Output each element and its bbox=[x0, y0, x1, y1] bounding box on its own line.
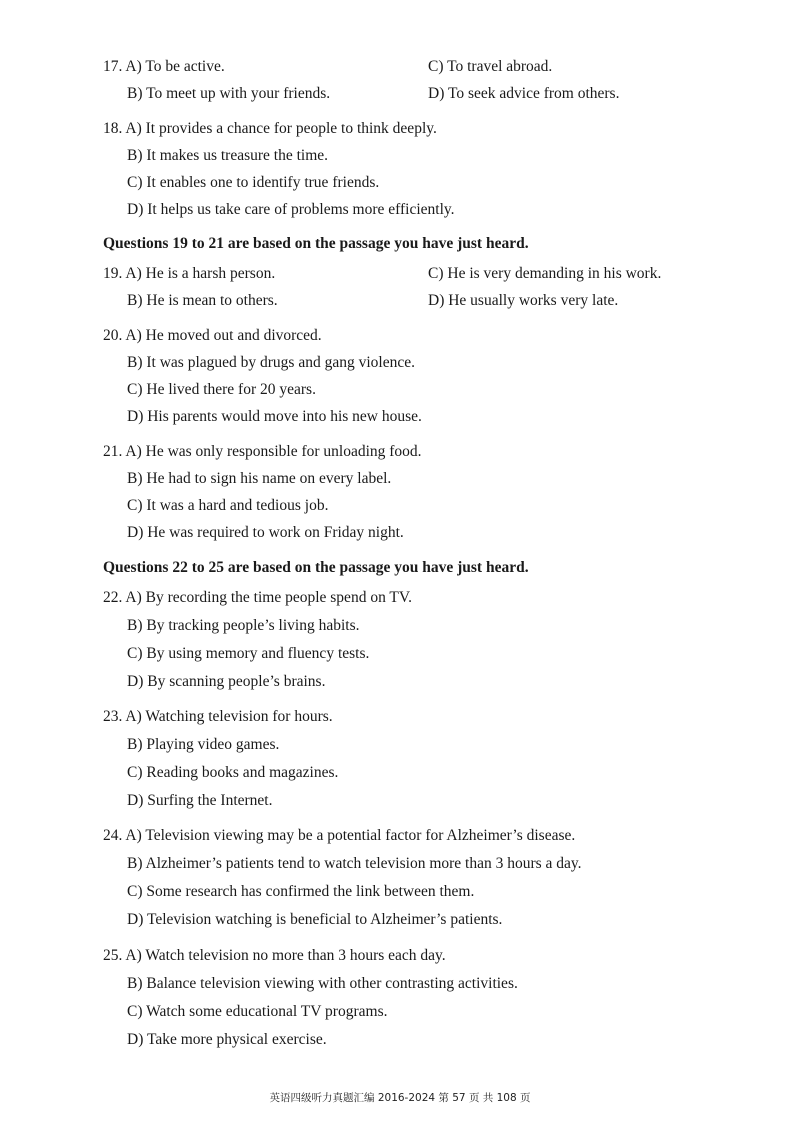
q21-option-c: C) It was a hard and tedious job. bbox=[127, 497, 329, 514]
q22-option-d: D) By scanning people’s brains. bbox=[127, 673, 326, 690]
page-footer: 英语四级听力真题汇编 2016-2024 第 57 页 共 108 页 bbox=[269, 1092, 531, 1104]
q18-option-d: D) It helps us take care of problems more efficiently. bbox=[127, 201, 455, 218]
q19-option-b: B) He is mean to others. bbox=[127, 292, 278, 309]
q24-option-d: D) Television watching is beneficial to Alzheimer’s patients. bbox=[127, 911, 503, 928]
q25-option-b: B) Balance television viewing with other contrasting activities. bbox=[127, 975, 518, 992]
q21-option-a: 21. A) He was only responsible for unloading food. bbox=[103, 443, 422, 460]
section-heading-22-25: Questions 22 to 25 are based on the passage you have just heard. bbox=[103, 559, 529, 576]
q23-option-b: B) Playing video games. bbox=[127, 736, 280, 753]
q19-option-d: D) He usually works very late. bbox=[428, 292, 619, 309]
q17-option-d: D) To seek advice from others. bbox=[428, 85, 620, 102]
q24-option-a: 24. A) Television viewing may be a potential factor for Alzheimer’s disease. bbox=[103, 827, 576, 844]
q17-option-a: 17. A) To be active. bbox=[103, 58, 225, 75]
q24-option-b: B) Alzheimer’s patients tend to watch television more than 3 hours a day. bbox=[127, 855, 582, 872]
q17-option-c: C) To travel abroad. bbox=[428, 58, 553, 75]
section-heading-19-21: Questions 19 to 21 are based on the passage you have just heard. bbox=[103, 235, 529, 252]
q22-option-b: B) By tracking people’s living habits. bbox=[127, 617, 360, 634]
q19-option-c: C) He is very demanding in his work. bbox=[428, 265, 662, 282]
q22-option-c: C) By using memory and fluency tests. bbox=[127, 645, 370, 662]
q21-option-b: B) He had to sign his name on every label. bbox=[127, 470, 392, 487]
q20-option-c: C) He lived there for 20 years. bbox=[127, 381, 316, 398]
q23-option-a: 23. A) Watching television for hours. bbox=[103, 708, 333, 725]
q20-option-a: 20. A) He moved out and divorced. bbox=[103, 327, 322, 344]
q22-option-a: 22. A) By recording the time people spend on TV. bbox=[103, 589, 412, 606]
q25-option-d: D) Take more physical exercise. bbox=[127, 1031, 327, 1048]
q17-option-b: B) To meet up with your friends. bbox=[127, 85, 331, 102]
q24-option-c: C) Some research has confirmed the link between them. bbox=[127, 883, 475, 900]
q23-option-c: C) Reading books and magazines. bbox=[127, 764, 339, 781]
q23-option-d: D) Surfing the Internet. bbox=[127, 792, 273, 809]
q18-option-b: B) It makes us treasure the time. bbox=[127, 147, 329, 164]
q20-option-d: D) His parents would move into his new house. bbox=[127, 408, 422, 425]
q20-option-b: B) It was plagued by drugs and gang violence. bbox=[127, 354, 415, 371]
q18-option-a: 18. A) It provides a chance for people to think deeply. bbox=[103, 120, 437, 137]
q25-option-a: 25. A) Watch television no more than 3 hours each day. bbox=[103, 947, 446, 964]
q21-option-d: D) He was required to work on Friday night. bbox=[127, 524, 404, 541]
q25-option-c: C) Watch some educational TV programs. bbox=[127, 1003, 388, 1020]
q18-option-c: C) It enables one to identify true friends. bbox=[127, 174, 380, 191]
q19-option-a: 19. A) He is a harsh person. bbox=[103, 265, 276, 282]
